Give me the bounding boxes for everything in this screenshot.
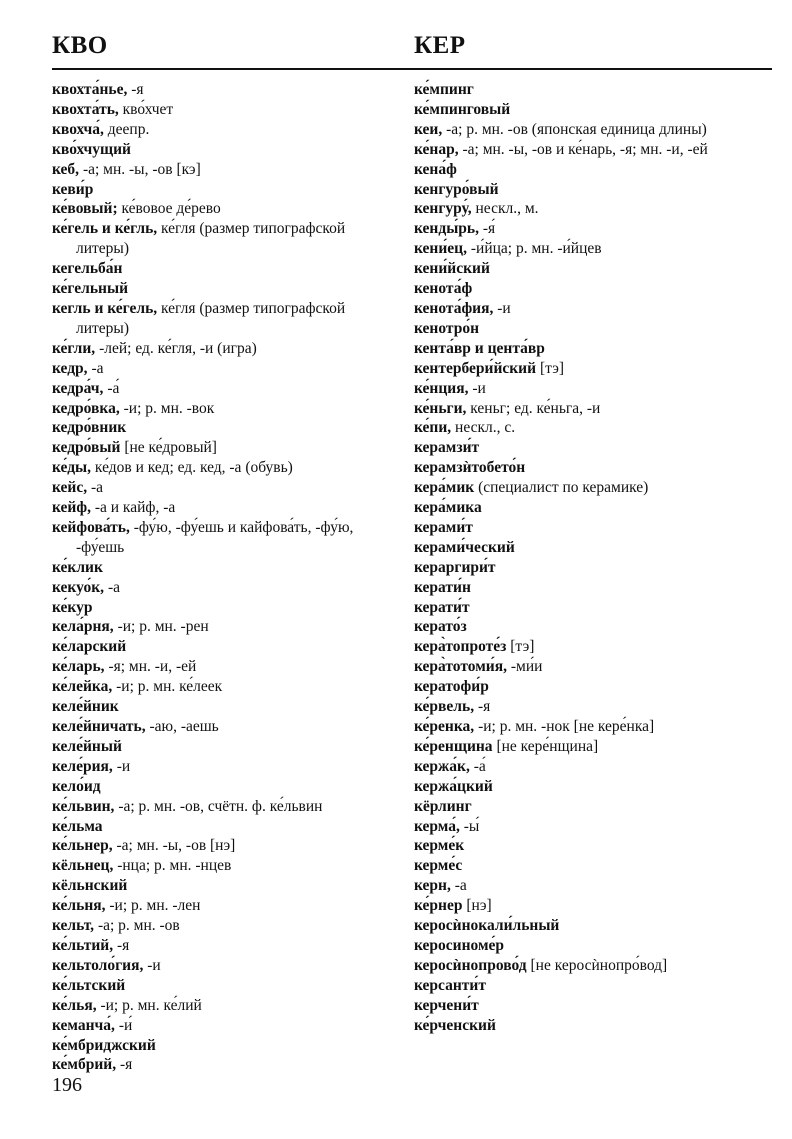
dictionary-entry	[414, 239, 764, 259]
dictionary-entry	[52, 936, 402, 956]
dictionary-entry	[52, 976, 402, 996]
dictionary-entry	[52, 856, 402, 876]
entry-headword: кенгуру́,	[414, 200, 472, 218]
dictionary-entry	[414, 757, 764, 777]
entry-definition: -а; мн. -ы, -ов [нэ]	[112, 837, 236, 855]
entry-definition: -я	[127, 81, 144, 98]
dictionary-entry	[52, 80, 402, 100]
entry-definition: -а; р. мн. -ов (японская единица длины)	[442, 120, 707, 138]
dictionary-entry	[52, 140, 402, 160]
entry-headword: ке́нар,	[414, 140, 459, 158]
dictionary-entry	[52, 836, 402, 856]
dictionary-entry	[414, 438, 764, 458]
entry-definition: -и	[493, 299, 511, 317]
dictionary-entry	[414, 359, 764, 379]
entry-headword: кера̀топроте́з	[414, 638, 507, 656]
entry-headword: кеи,	[414, 120, 443, 138]
entry-headword: кегельба́н	[52, 260, 123, 278]
entry-definition: -я	[113, 936, 130, 954]
entry-headword: ке́ренщина	[414, 737, 493, 755]
dictionary-entry	[52, 379, 402, 399]
dictionary-entry	[414, 180, 764, 200]
entry-headword: кенгуро́вый	[414, 180, 499, 198]
entry-headword: ке́гель и ке́гль,	[52, 220, 158, 238]
dictionary-entry	[52, 598, 402, 618]
entry-headword: керати́н	[414, 578, 471, 596]
entry-headword: ке́мпинговый	[414, 100, 511, 118]
entry-definition: (специалист по керамике)	[474, 479, 649, 497]
header-rule	[52, 68, 772, 70]
entry-definition: нескл., с.	[451, 419, 516, 437]
entry-definition: -аю, -аешь	[145, 718, 219, 735]
entry-headword: кёльнец,	[52, 857, 114, 875]
header-right-guide-word: КЕР	[414, 32, 466, 59]
entry-definition: -и; р. мн. -вок	[119, 399, 215, 417]
entry-headword: ке́льма	[52, 817, 103, 835]
entry-definition: -а	[87, 479, 104, 497]
entry-definition: -нца; р. мн. -нцев	[113, 857, 232, 875]
entry-headword: кержа́к,	[414, 757, 470, 775]
entry-definition: [не кере́нщина]	[492, 737, 599, 755]
entry-headword: керн,	[414, 877, 451, 895]
entry-headword: керами́ческий	[414, 538, 515, 556]
dictionary-entry	[414, 996, 764, 1016]
dictionary-entry	[414, 339, 764, 359]
entry-headword: кекуо́к,	[52, 578, 105, 596]
dictionary-entry	[414, 657, 764, 677]
dictionary-entry	[414, 478, 764, 498]
entry-headword: керати́т	[414, 598, 470, 616]
entry-headword: керма́,	[414, 817, 460, 835]
entry-definition: -я	[474, 698, 491, 716]
dictionary-entry	[52, 279, 402, 299]
dictionary-entry	[414, 836, 764, 856]
dictionary-entry	[414, 120, 764, 140]
dictionary-entry	[52, 578, 402, 598]
entry-headword: ке́кур	[52, 598, 93, 616]
entry-headword: ке́льнер,	[52, 837, 113, 855]
entry-headword: керамзи́т	[414, 439, 480, 457]
dictionary-entry	[414, 1016, 764, 1036]
entry-headword: кёльнский	[52, 877, 128, 895]
entry-headword: ке́пи,	[414, 419, 452, 437]
entry-headword: квохта́нье,	[52, 81, 128, 98]
entry-headword: келе́йный	[52, 737, 122, 755]
dictionary-entry	[414, 100, 764, 120]
entry-definition: -лей; ед. ке́гля, -и (игра)	[95, 339, 257, 357]
dictionary-entry	[414, 976, 764, 996]
entry-headword: кейс,	[52, 479, 88, 497]
entry-headword: кедро́вый	[52, 439, 121, 457]
dictionary-entry	[52, 637, 402, 657]
right-column	[414, 80, 764, 1036]
entry-headword: кегль и ке́гель,	[52, 299, 158, 317]
dictionary-entry	[414, 637, 764, 657]
entry-headword: кеви́р	[52, 180, 94, 198]
dictionary-entry	[52, 518, 402, 558]
entry-headword: ке́лейка,	[52, 678, 113, 696]
dictionary-entry	[414, 518, 764, 538]
dictionary-entry	[414, 319, 764, 339]
dictionary-entry	[414, 598, 764, 618]
running-header	[52, 32, 772, 68]
entry-headword: керме́к	[414, 837, 465, 855]
entry-headword: кело́ид	[52, 777, 101, 795]
dictionary-entry	[52, 438, 402, 458]
entry-headword: кентербери́йский	[414, 359, 537, 377]
dictionary-entry	[414, 140, 764, 160]
dictionary-entry	[414, 538, 764, 558]
dictionary-entry	[52, 797, 402, 817]
entry-headword: ке́мбрий,	[52, 1056, 117, 1074]
entry-headword: кеманча́,	[52, 1016, 115, 1034]
entry-headword: кеб,	[52, 160, 80, 178]
entry-definition: -и; р. мн. ке́леек	[112, 678, 223, 696]
entry-definition: -ми́и	[506, 658, 543, 676]
entry-definition: [тэ]	[536, 359, 565, 377]
dictionary-entry	[52, 478, 402, 498]
entry-headword: керчени́т	[414, 996, 479, 1014]
entry-definition: ке́дов и кед; ед. кед, -а (обувь)	[91, 459, 293, 477]
dictionary-entry	[414, 896, 764, 916]
entry-headword: кена́ф	[414, 160, 457, 178]
entry-headword: кельтоло́гия,	[52, 956, 144, 974]
entry-headword: ке́льня,	[52, 897, 106, 915]
entry-definition: ке́гля (размер типографской литеры)	[76, 220, 346, 258]
entry-headword: керосѝнопрово́д	[414, 956, 527, 974]
entry-headword: кенота́фия,	[414, 299, 494, 317]
dictionary-entry	[52, 777, 402, 797]
dictionary-entry	[414, 498, 764, 518]
entry-definition: -а́	[469, 757, 486, 775]
entry-definition: -а; р. мн. -ов	[94, 917, 180, 935]
dictionary-entry	[52, 817, 402, 837]
dictionary-entry	[52, 697, 402, 717]
entry-headword: ке́льтский	[52, 976, 126, 994]
entry-headword: кенды́рь,	[414, 220, 479, 238]
entry-headword: кедр,	[52, 359, 88, 377]
entry-headword: кератофи́р	[414, 678, 489, 696]
dictionary-entry	[414, 199, 764, 219]
entry-definition: -а и кайф, -а	[90, 499, 176, 517]
entry-definition: [не керосѝнопро́вод]	[526, 956, 668, 974]
entry-headword: кенотро́н	[414, 319, 480, 337]
entry-headword: ке́ларский	[52, 638, 127, 656]
entry-headword: келе́йник	[52, 698, 119, 716]
dictionary-entry	[414, 697, 764, 717]
entry-headword: керамзѝтобето́н	[414, 459, 526, 477]
dictionary-entry	[414, 916, 764, 936]
entry-definition: [тэ]	[506, 638, 535, 656]
entry-headword: кенота́ф	[414, 280, 473, 298]
entry-definition: -а	[450, 877, 467, 895]
dictionary-entry	[52, 418, 402, 438]
dictionary-entry	[414, 259, 764, 279]
entry-definition: -я	[116, 1056, 133, 1074]
dictionary-entry	[414, 856, 764, 876]
entry-headword: ке́рвель,	[414, 698, 475, 716]
dictionary-entry	[52, 180, 402, 200]
dictionary-entry	[414, 418, 764, 438]
dictionary-entry	[52, 1016, 402, 1036]
dictionary-entry	[414, 299, 764, 319]
dictionary-entry	[414, 578, 764, 598]
entry-headword: ке́лья,	[52, 996, 97, 1014]
dictionary-entry	[52, 100, 402, 120]
dictionary-entry	[52, 677, 402, 697]
entry-definition: -и	[468, 379, 486, 397]
entry-headword: ке́рнер	[414, 897, 463, 915]
dictionary-entry	[414, 817, 764, 837]
entry-definition: ке́вовое де́рево	[117, 200, 221, 218]
dictionary-entry	[414, 936, 764, 956]
entry-headword: кедра́ч,	[52, 379, 104, 397]
entry-headword: кера́мик	[414, 479, 475, 497]
dictionary-entry	[52, 498, 402, 518]
dictionary-entry	[52, 199, 402, 219]
entry-definition: -и́	[114, 1016, 133, 1034]
dictionary-entry	[52, 876, 402, 896]
entry-definition: -и; р. мн. -лен	[105, 897, 201, 915]
dictionary-entry	[52, 339, 402, 359]
entry-headword: керме́с	[414, 857, 463, 875]
dictionary-entry	[52, 120, 402, 140]
dictionary-entry	[52, 896, 402, 916]
entry-definition: -а; р. мн. -ов, счётн. ф. ке́львин	[114, 797, 323, 815]
dictionary-entry	[52, 259, 402, 279]
entry-headword: кейф,	[52, 499, 91, 517]
entry-headword: кераргири́т	[414, 558, 496, 576]
entry-definition: -я; мн. -и, -ей	[104, 658, 197, 676]
entry-headword: ке́рченский	[414, 1016, 496, 1034]
dictionary-entry	[414, 219, 764, 239]
entry-headword: ке́ньги,	[414, 399, 467, 417]
entry-definition: -а	[87, 359, 104, 377]
entry-headword: квохча́,	[52, 120, 104, 138]
entry-definition: -а́	[103, 379, 120, 397]
left-column	[52, 80, 402, 1075]
dictionary-entry	[414, 737, 764, 757]
entry-definition: кеньг; ед. ке́ньга, -и	[466, 399, 601, 417]
entry-definition: -а; мн. -ы, -ов [кэ]	[79, 160, 201, 178]
entry-headword: керосѝнокали́льный	[414, 917, 560, 935]
dictionary-entry	[52, 956, 402, 976]
dictionary-entry	[414, 458, 764, 478]
dictionary-entry	[414, 717, 764, 737]
entry-headword: керато́з	[414, 618, 467, 636]
entry-definition: ке́гля (размер типографской литеры)	[76, 299, 346, 337]
dictionary-entry	[52, 219, 402, 259]
entry-headword: ке́льтий,	[52, 936, 114, 954]
dictionary-entry	[414, 617, 764, 637]
entry-definition: деепр.	[103, 120, 150, 138]
entry-headword: ке́вовый;	[52, 200, 118, 218]
dictionary-entry	[52, 1055, 402, 1075]
entry-headword: ке́ренка,	[414, 718, 475, 735]
entry-definition: -а; мн. -ы, -ов и ке́нарь, -я; мн. -и, -ей	[458, 140, 708, 158]
dictionary-entry	[414, 558, 764, 578]
dictionary-entry	[414, 797, 764, 817]
entry-headword: кени́ец,	[414, 240, 467, 258]
entry-definition: -и	[143, 956, 161, 974]
entry-headword: керсанти́т	[414, 976, 486, 994]
dictionary-entry	[52, 657, 402, 677]
dictionary-entry	[52, 299, 402, 339]
dictionary-entry	[52, 399, 402, 419]
entry-headword: кельт,	[52, 917, 95, 935]
dictionary-entry	[414, 379, 764, 399]
dictionary-entry	[414, 160, 764, 180]
entry-definition: нескл., м.	[471, 200, 539, 218]
dictionary-entry	[414, 777, 764, 797]
entry-headword: ке́гельный	[52, 280, 128, 298]
header-left-guide-word: КВО	[52, 32, 108, 59]
dictionary-entry	[52, 160, 402, 180]
dictionary-entry	[414, 677, 764, 697]
entry-headword: кера́мика	[414, 499, 482, 517]
entry-headword: ке́ларь,	[52, 658, 105, 676]
entry-definition: [нэ]	[462, 897, 492, 915]
entry-headword: кела́рня,	[52, 618, 114, 636]
entry-headword: кво́хчущий	[52, 140, 131, 158]
dictionary-entry	[414, 279, 764, 299]
entry-definition: -и; р. мн. -нок [не кере́нка]	[474, 718, 655, 735]
entry-headword: ке́ды,	[52, 459, 92, 477]
dictionary-entry	[52, 717, 402, 737]
entry-headword: керосиноме́р	[414, 936, 505, 954]
entry-headword: кержа́цкий	[414, 777, 493, 795]
entry-definition: -а	[104, 578, 120, 596]
entry-definition: -фу́ю, -фу́ешь и кайфова́ть, -фу́ю, -фу́ешь	[76, 518, 354, 556]
dictionary-entry	[52, 359, 402, 379]
dictionary-entry	[414, 876, 764, 896]
entry-headword: квохта́ть,	[52, 100, 119, 118]
page-number: 196	[52, 1074, 82, 1096]
entry-definition: -и́йца; р. мн. -и́йцев	[466, 240, 602, 258]
entry-definition: -и; р. мн. ке́лий	[96, 996, 202, 1014]
entry-headword: ке́мпинг	[414, 81, 474, 98]
entry-headword: кёрлинг	[414, 797, 472, 815]
entry-headword: ке́клик	[52, 558, 103, 576]
dictionary-entry	[52, 558, 402, 578]
dictionary-entry	[52, 737, 402, 757]
entry-headword: кейфова́ть,	[52, 518, 130, 536]
entry-definition: -и	[112, 757, 131, 775]
dictionary-entry	[52, 458, 402, 478]
entry-definition: [не ке́дровый]	[120, 439, 217, 457]
dictionary-entry	[414, 399, 764, 419]
entry-headword: келе́йничать,	[52, 718, 146, 735]
dictionary-entry	[414, 956, 764, 976]
entry-definition: -я́	[479, 220, 496, 238]
dictionary-entry	[52, 916, 402, 936]
dictionary-entry	[414, 80, 764, 100]
entry-definition: кво́хчет	[118, 100, 174, 118]
entry-headword: келе́рия,	[52, 757, 113, 775]
entry-headword: кера̀тотоми́я,	[414, 658, 507, 676]
entry-headword: кедро́вка,	[52, 399, 120, 417]
entry-headword: ке́нция,	[414, 379, 469, 397]
entry-headword: кедро́вник	[52, 419, 127, 437]
entry-headword: кени́йский	[414, 260, 490, 278]
entry-definition: -и; р. мн. -рен	[113, 618, 209, 636]
entry-headword: кента́вр и цента́вр	[414, 339, 545, 357]
dictionary-entry	[52, 617, 402, 637]
entry-definition: -ы́	[459, 817, 480, 835]
dictionary-entry	[52, 1036, 402, 1056]
entry-headword: ке́мбриджский	[52, 1036, 156, 1054]
dictionary-entry	[52, 996, 402, 1016]
dictionary-entry	[52, 757, 402, 777]
entry-headword: ке́гли,	[52, 339, 96, 357]
entry-headword: керами́т	[414, 518, 473, 536]
entry-headword: ке́львин,	[52, 797, 115, 815]
